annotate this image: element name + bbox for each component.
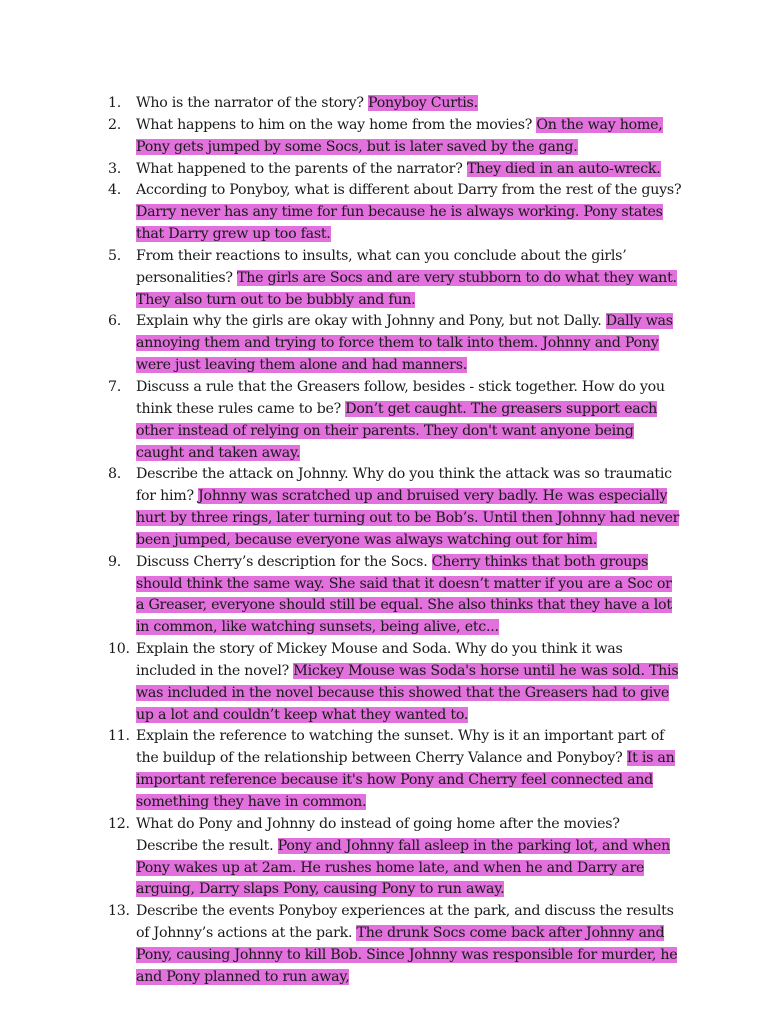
answer-highlight: On the way home, Pony gets jumped by some Socs, but is later saved by the gang.: [136, 116, 663, 155]
question-text: Describe the events Ponyboy experiences at the park, and discuss the results of Johnny’s actions at the park.: [136, 903, 674, 942]
question-text: Describe the attack on Johnny. Why do you think the attack was so traumatic for him?: [136, 466, 672, 505]
item-number: 6.: [108, 313, 122, 330]
question-text: Explain the story of Mickey Mouse and Soda. Why do you think it was included in the novel?: [136, 641, 623, 679]
question-text: Explain the reference to watching the sunset. Why is it an important part of the buildup of the relationship between Cherry Valance and Ponyboy?: [136, 728, 665, 767]
question-text: What happens to him on the way home from the movies?: [136, 116, 537, 133]
answer-highlight: Mickey Mouse was Soda's horse until he was sold. This was included in the novel because this showed that the Greasers had to give up a lot and couldn’t keep what they wanted to.: [136, 662, 679, 723]
item-number: 8.: [108, 466, 122, 483]
question-text: What happened to the parents of the narrator?: [136, 160, 467, 177]
list-item: [108, 180, 684, 246]
question-text: From their reactions to insults, what can you conclude about the girls’ personalities?: [136, 247, 627, 286]
list-item: [108, 115, 684, 159]
answer-highlight: They died in an auto-wreck.: [466, 160, 661, 177]
list-item: [108, 311, 684, 377]
item-number: 1.: [108, 95, 122, 111]
list-item: [108, 552, 684, 639]
answer-highlight: Johnny was scratched up and bruised very badly. He was especially hurt by three rings, later turning out to be Bob’s. Until then Johnny had never been jumped, because everyone was always watching out for him.: [136, 488, 680, 548]
list-item: [108, 246, 684, 312]
list-item: [108, 93, 684, 115]
item-number: 4.: [108, 182, 122, 199]
answer-highlight: The drunk Socs come back after Johnny and Pony, causing Johnny to kill Bob. Since Johnny was responsible for murder, he and Pony planned to run away,: [136, 925, 678, 985]
question-text: Explain why the girls are okay with Johnny and Pony, but not Dally.: [136, 313, 606, 330]
question-list: [108, 93, 684, 989]
list-item: [108, 464, 684, 551]
item-number: 5.: [108, 247, 122, 264]
list-item: [108, 159, 684, 181]
item-number: 11.: [108, 728, 130, 745]
item-number: 9.: [108, 553, 122, 570]
question-text: Discuss a rule that the Greasers follow, besides - stick together. How do you think these rules came to be?: [136, 378, 665, 417]
question-text: Discuss Cherry’s description for the Socs.: [136, 553, 432, 570]
answer-highlight: Darry never has any time for fun because he is always working. Pony states that Darry grew up too fast.: [136, 204, 663, 243]
answer-highlight: Ponyboy Curtis.: [367, 95, 478, 111]
item-number: 2.: [108, 116, 122, 133]
item-number: 12.: [108, 815, 130, 832]
question-text: What do Pony and Johnny do instead of going home after the movies? Describe the result.: [136, 815, 620, 854]
answer-highlight: Pony and Johnny fall asleep in the parking lot, and when Pony wakes up at 2am. He rushes home late, and when he and Darry are arguing, Darry slaps Pony, causing Pony to run away.: [136, 837, 671, 898]
item-number: 3.: [108, 160, 122, 177]
answer-highlight: Dally was annoying them and trying to force them to talk into them. Johnny and Pony were just leaving them alone and had manners.: [136, 313, 673, 374]
list-item: [108, 639, 684, 726]
item-number: 7.: [108, 378, 122, 395]
answer-highlight: The girls are Socs and are very stubborn to do what they want. They also turn out to be bubbly and fun.: [136, 269, 677, 308]
question-text: According to Ponyboy, what is different about Darry from the rest of the guys?: [136, 182, 682, 199]
list-item: [108, 814, 684, 901]
question-text: Who is the narrator of the story?: [136, 95, 368, 111]
answer-highlight: It is an important reference because it's how Pony and Cherry feel connected and something they have in common.: [136, 750, 675, 810]
list-item: [108, 901, 684, 988]
answer-highlight: Cherry thinks that both groups should think the same way. She said that it doesn’t matter if you are a Soc or a Greaser, everyone should still be equal. She also thinks that they have a lot in common, like watching sunsets, being alive, etc...: [136, 553, 672, 636]
item-number: 10.: [108, 641, 130, 658]
item-number: 13.: [108, 903, 130, 920]
list-item: [108, 726, 684, 813]
answer-highlight: Don’t get caught. The greasers support each other instead of relying on their parents. They don't want anyone being caught and taken away.: [136, 400, 658, 461]
list-item: [108, 377, 684, 464]
